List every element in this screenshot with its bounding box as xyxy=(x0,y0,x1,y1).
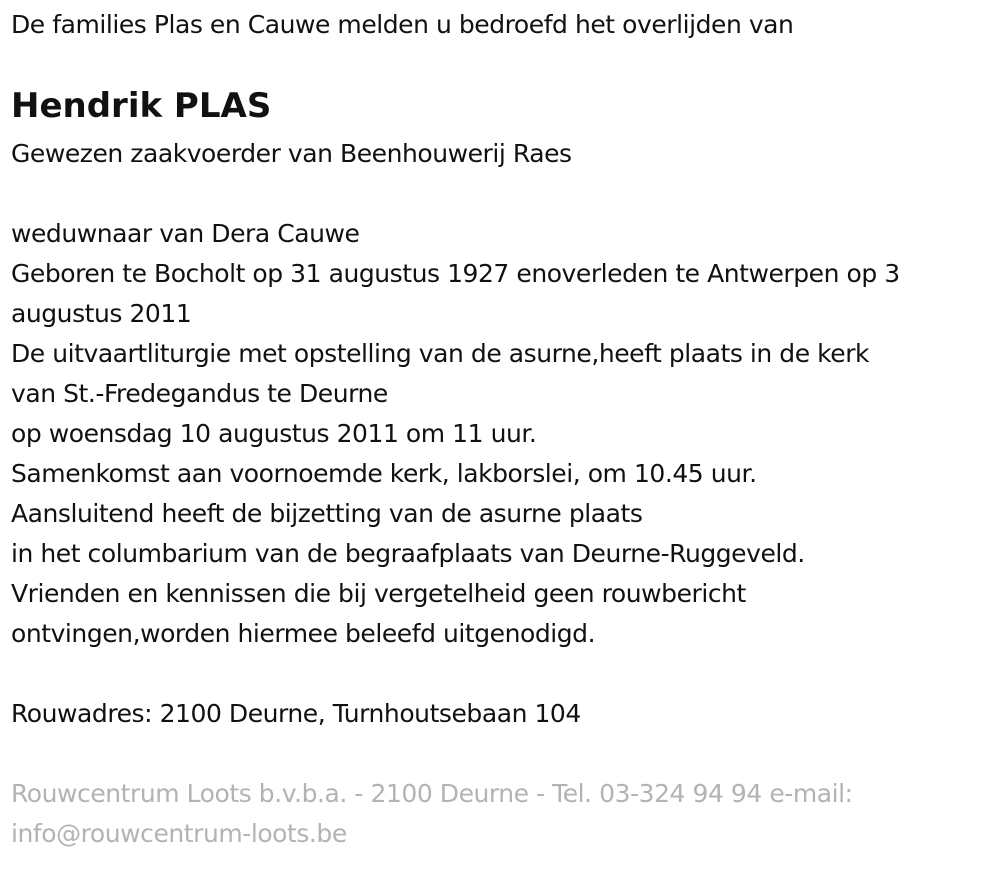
body-line: De uitvaartliturgie met opstelling van de asurne,heeft plaats in de kerk xyxy=(11,339,870,368)
deceased-role: Gewezen zaakvoerder van Beenhouwerij Raes xyxy=(11,139,572,168)
mourning-address: Rouwadres: 2100 Deurne, Turnhoutsebaan 104 xyxy=(11,699,581,728)
body-line: in het columbarium van de begraafplaats van Deurne-Ruggeveld. xyxy=(11,539,805,568)
body-line: ontvingen,worden hiermee beleefd uitgenodigd. xyxy=(11,619,596,648)
notice-body xyxy=(11,214,900,654)
body-line: op woensdag 10 augustus 2011 om 11 uur. xyxy=(11,419,537,448)
body-line: Vrienden en kennissen die bij vergetelheid geen rouwbericht xyxy=(11,579,746,608)
body-line: van St.-Fredegandus te Deurne xyxy=(11,379,388,408)
body-line: Aansluitend heeft de bijzetting van de asurne plaats xyxy=(11,499,643,528)
intro-text: De families Plas en Cauwe melden u bedroefd het overlijden van xyxy=(11,10,794,39)
deceased-name: Hendrik PLAS xyxy=(11,86,272,126)
body-line: Samenkomst aan voornoemde kerk, lakborslei, om 10.45 uur. xyxy=(11,459,757,488)
footer-contact-line: Rouwcentrum Loots b.v.b.a. - 2100 Deurne - Tel. 03-324 94 94 e-mail: xyxy=(11,779,853,808)
body-line: Geboren te Bocholt op 31 augustus 1927 enoverleden te Antwerpen op 3 xyxy=(11,259,900,288)
body-line: augustus 2011 xyxy=(11,299,192,328)
funeral-home-footer xyxy=(11,774,853,854)
body-line: weduwnaar van Dera Cauwe xyxy=(11,219,360,248)
footer-email-link[interactable]: info@rouwcentrum-loots.be xyxy=(11,819,347,848)
